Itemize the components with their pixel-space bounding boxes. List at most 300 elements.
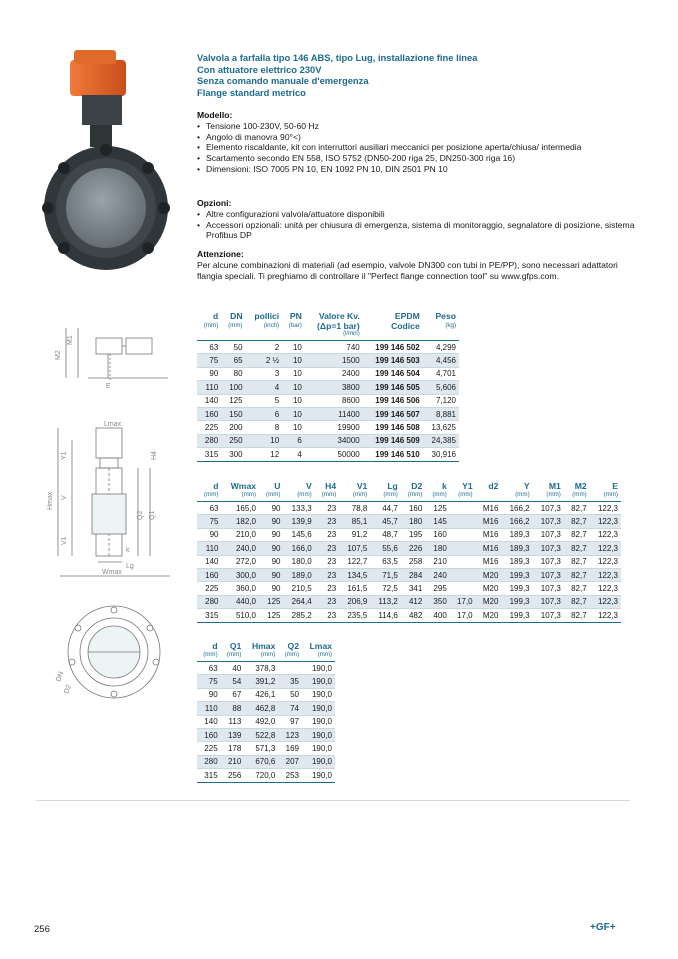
table1-cell: 225 <box>197 421 221 434</box>
table-row <box>197 354 459 367</box>
table2-cell: 90 <box>259 542 283 555</box>
table1-header: (Δp=1 bar) <box>317 321 360 331</box>
label-e: E <box>106 383 111 390</box>
table3-header: Hmax <box>251 641 276 651</box>
table2-unit: (mm) <box>546 491 561 498</box>
table2-header: M1 <box>548 481 561 491</box>
table2-cell <box>450 555 476 568</box>
table2-cell: 133,3 <box>283 502 314 515</box>
table2-header: V1 <box>356 481 368 491</box>
table2-cell: 180,0 <box>283 555 314 568</box>
table2-cell: 210 <box>425 555 449 568</box>
table-row <box>197 582 621 595</box>
table1-cell: 5,606 <box>423 381 459 394</box>
table2-cell: 139,9 <box>283 515 314 528</box>
table1-unit: (mm) <box>203 322 219 329</box>
table2-cell: 85,1 <box>339 515 370 528</box>
table3-cell: 280 <box>197 755 221 768</box>
table2-cell: M16 <box>476 502 502 515</box>
table2-cell: 180 <box>401 515 425 528</box>
table1-cell: 199 146 502 <box>363 341 423 354</box>
table2-cell <box>450 502 476 515</box>
table1-cell: 199 146 504 <box>363 367 423 380</box>
modello-title: Modello: <box>197 110 233 120</box>
table-dimensions-2 <box>197 481 621 623</box>
table1-header: Codice <box>391 321 420 331</box>
opzioni-item: • Accessori opzionali: unità per chiusura di emergenza, sistema di monitoraggio, segnalatore di posizione, sistema Profibus DP <box>197 220 637 242</box>
table2-cell: 78,8 <box>339 502 370 515</box>
table2-cell: 55,6 <box>370 542 400 555</box>
table2-header: V <box>305 481 312 491</box>
table-row <box>197 448 459 461</box>
table2-unit: (mm) <box>297 491 312 498</box>
table2-cell: 107,3 <box>533 528 564 541</box>
table2-header: H4 <box>325 481 337 491</box>
table-row <box>197 381 459 394</box>
table2-cell: 166,2 <box>501 515 532 528</box>
table2-header: D2 <box>411 481 423 491</box>
table3-header-row <box>197 641 335 651</box>
table2-cell: 107,3 <box>533 595 564 608</box>
modello-section <box>197 110 637 175</box>
table2-unit: (mm) <box>515 491 530 498</box>
table2-cell: 122,3 <box>590 528 621 541</box>
table2-cell: 482 <box>401 609 425 622</box>
table1-cell: 63 <box>197 341 221 354</box>
table-row <box>197 528 621 541</box>
heading-line: Valvola a farfalla tipo 146 ABS, tipo Lug, installazione fine linea <box>197 52 478 63</box>
table3-cell: 207 <box>278 755 302 768</box>
table2-unit <box>476 491 502 502</box>
table2-unit: (mm) <box>321 491 337 498</box>
table3-cell: 67 <box>221 688 245 701</box>
table1-cell: 4,701 <box>423 367 459 380</box>
table-row <box>197 555 621 568</box>
table2-cell: 240 <box>425 568 449 581</box>
table2-cell: 199,3 <box>501 595 532 608</box>
table1-cell: 24,385 <box>423 434 459 447</box>
table2-header: k <box>442 481 447 491</box>
table2-cell: 140 <box>197 555 221 568</box>
table1-cell: 80 <box>221 367 245 380</box>
table1-cell: 6 <box>282 434 305 447</box>
table2-cell: 17,0 <box>450 609 476 622</box>
table-row <box>197 609 621 622</box>
table1-cell: 7,120 <box>423 394 459 407</box>
table3-cell: 522,8 <box>244 728 278 741</box>
table2-cell: 160 <box>197 568 221 581</box>
label-v1: V1 <box>61 536 68 545</box>
table2-cell: 122,3 <box>590 502 621 515</box>
table3-cell: 462,8 <box>244 702 278 715</box>
table3-cell: 178 <box>221 742 245 755</box>
table-row <box>197 502 621 515</box>
heading-line: Senza comando manuale d'emergenza <box>197 75 369 87</box>
table1-cell: 2400 <box>305 367 363 380</box>
table2-cell: 71,5 <box>370 568 400 581</box>
label-m1: M1 <box>67 335 74 345</box>
table2-cell: 90 <box>259 555 283 568</box>
table3-cell: 139 <box>221 728 245 741</box>
table1-cell: 10 <box>282 381 305 394</box>
table2-cell: 360,0 <box>221 582 259 595</box>
table2-cell: 82,7 <box>564 568 590 581</box>
table2-cell: 107,3 <box>533 542 564 555</box>
table2-cell: 264,4 <box>283 595 314 608</box>
table2-cell: 225 <box>197 582 221 595</box>
table1-cell: 199 146 508 <box>363 421 423 434</box>
table3-cell: 63 <box>197 662 221 675</box>
table2-cell: M16 <box>476 528 502 541</box>
table1-unit: (kg) <box>445 322 456 329</box>
table2-cell: 90 <box>259 582 283 595</box>
table3-cell: 169 <box>278 742 302 755</box>
table2-header: M2 <box>574 481 587 491</box>
table-row <box>197 595 621 608</box>
table2-cell: 107,3 <box>533 515 564 528</box>
table2-cell: 44,7 <box>370 502 400 515</box>
table2-cell: M20 <box>476 568 502 581</box>
table2-cell: 91,2 <box>339 528 370 541</box>
table3-cell: 391,2 <box>244 675 278 688</box>
table3-unit: (mm) <box>203 651 218 658</box>
table2-cell: 23 <box>315 542 339 555</box>
table3-cell: 54 <box>221 675 245 688</box>
table-row <box>197 675 335 688</box>
table1-cell: 11400 <box>305 407 363 420</box>
table3-cell: 88 <box>221 702 245 715</box>
table3-cell: 253 <box>278 769 302 782</box>
label-h4: H4 <box>151 451 158 460</box>
table2-cell: 510,0 <box>221 609 259 622</box>
table2-cell: 189,3 <box>501 542 532 555</box>
table1-cell: 10 <box>246 434 283 447</box>
table3-cell: 315 <box>197 769 221 782</box>
label-m2: M2 <box>55 350 62 360</box>
product-heading <box>197 52 637 98</box>
table2-unit: (mm) <box>241 491 256 498</box>
table1-cell: 10 <box>282 341 305 354</box>
table2-cell <box>450 568 476 581</box>
table3-cell: 190,0 <box>302 675 335 688</box>
table3-cell: 190,0 <box>302 728 335 741</box>
table2-cell: 122,3 <box>590 595 621 608</box>
table2-cell: M16 <box>476 555 502 568</box>
label-wmax: Wmax <box>102 569 122 576</box>
table2-cell: 23 <box>315 515 339 528</box>
table-row <box>197 542 621 555</box>
table2-unit: (mm) <box>204 491 219 498</box>
table3-cell: 190,0 <box>302 755 335 768</box>
label-d2: D2 <box>63 683 73 695</box>
table2-cell: 122,3 <box>590 582 621 595</box>
table2-unit: (mm) <box>458 491 473 498</box>
table2-cell: M16 <box>476 515 502 528</box>
table2-cell: 341 <box>401 582 425 595</box>
table1-cell: 10 <box>282 421 305 434</box>
table1-cell: 10 <box>282 394 305 407</box>
table-row <box>197 742 335 755</box>
table1-header: Peso <box>435 311 456 321</box>
heading-line: Con attuatore elettrico 230V <box>197 63 322 75</box>
table3-header: Lmax <box>309 641 332 651</box>
table3-cell: 190,0 <box>302 662 335 675</box>
table1-cell: 1500 <box>305 354 363 367</box>
table3-unit: (mm) <box>226 651 242 658</box>
table3-cell: 40 <box>221 662 245 675</box>
opzioni-item: • Altre configurazioni valvola/attuatore disponibili <box>197 209 637 220</box>
table2-unit: (mm) <box>407 491 423 498</box>
table3-unit: (mm) <box>260 651 276 658</box>
attenzione-title: Attenzione: <box>197 249 244 259</box>
table1-cell: 12 <box>246 448 283 461</box>
table2-cell: 114,6 <box>370 609 400 622</box>
table2-cell: 113,2 <box>370 595 400 608</box>
table-row <box>197 769 335 782</box>
table2-cell: 206,9 <box>339 595 370 608</box>
table3-cell: 190,0 <box>302 742 335 755</box>
table2-cell <box>450 515 476 528</box>
table2-cell: M20 <box>476 595 502 608</box>
opzioni-section <box>197 198 637 241</box>
table2-cell: 75 <box>197 515 221 528</box>
table1-cell: 250 <box>221 434 245 447</box>
table2-cell: 90 <box>259 568 283 581</box>
table3-cell: 256 <box>221 769 245 782</box>
table1-cell: 4 <box>246 381 283 394</box>
table1-header: Valore Kv. <box>318 311 360 321</box>
table1-cell: 8 <box>246 421 283 434</box>
table3-cell: 190,0 <box>302 688 335 701</box>
table1-cell: 740 <box>305 341 363 354</box>
table2-cell: 90 <box>259 515 283 528</box>
table2-cell: 23 <box>315 555 339 568</box>
table2-cell: 295 <box>425 582 449 595</box>
table1-cell: 315 <box>197 448 221 461</box>
table3-cell: 97 <box>278 715 302 728</box>
table1-cell: 90 <box>197 367 221 380</box>
table2-cell: 210,5 <box>283 582 314 595</box>
table2-header: E <box>612 481 618 491</box>
table2-cell: 122,3 <box>590 568 621 581</box>
table3-cell: 75 <box>197 675 221 688</box>
table2-cell: 23 <box>315 528 339 541</box>
table-row <box>197 702 335 715</box>
label-q1: Q1 <box>149 510 156 520</box>
table3-cell: 190,0 <box>302 769 335 782</box>
table2-cell: 122,3 <box>590 515 621 528</box>
table1-header: d <box>213 311 219 321</box>
table1-cell: 6 <box>246 407 283 420</box>
table3-cell: 670,6 <box>244 755 278 768</box>
table2-header: Y <box>523 481 530 491</box>
table1-cell: 34000 <box>305 434 363 447</box>
table-row <box>197 728 335 741</box>
table2-unit-row <box>197 491 621 502</box>
modello-item: • Scartamento secondo EN 558, ISO 5752 (DN50-200 riga 25, DN250-300 riga 16) <box>197 153 637 164</box>
table3-cell: 426,1 <box>244 688 278 701</box>
table-row <box>197 421 459 434</box>
table2-cell: 82,7 <box>564 515 590 528</box>
table2-cell: 166,0 <box>283 542 314 555</box>
table1-unit: (inch) <box>263 322 280 329</box>
table2-cell: 284 <box>401 568 425 581</box>
table2-cell: 165,0 <box>221 502 259 515</box>
table2-cell: 82,7 <box>564 582 590 595</box>
table2-cell: 90 <box>197 528 221 541</box>
table3-cell <box>278 662 302 675</box>
table1-cell: 13,625 <box>423 421 459 434</box>
table3-unit: (mm) <box>284 651 300 658</box>
table2-cell: 72,5 <box>370 582 400 595</box>
table2-cell: 189,3 <box>501 555 532 568</box>
table2-cell: 235,5 <box>339 609 370 622</box>
table1-cell: 140 <box>197 394 221 407</box>
table2-cell: 189,3 <box>501 528 532 541</box>
label-dn: DN <box>55 670 66 683</box>
table2-cell: 122,3 <box>590 555 621 568</box>
table2-cell: 23 <box>315 582 339 595</box>
table2-cell: 48,7 <box>370 528 400 541</box>
table2-cell: 122,7 <box>339 555 370 568</box>
table2-cell: 63 <box>197 502 221 515</box>
table1-cell: 4 <box>282 448 305 461</box>
table2-cell: 125 <box>425 502 449 515</box>
table3-cell: 571,3 <box>244 742 278 755</box>
table2-cell: 440,0 <box>221 595 259 608</box>
table1-cell: 3800 <box>305 381 363 394</box>
table1-unit: (mm) <box>228 322 243 329</box>
table1-cell: 50 <box>221 341 245 354</box>
label-lmax: Lmax <box>104 421 122 428</box>
table2-cell: 240,0 <box>221 542 259 555</box>
modello-item: • Dimensioni: ISO 7005 PN 10, EN 1092 PN 10, DIN 2501 PN 10 <box>197 164 637 175</box>
table2-cell: 107,3 <box>533 568 564 581</box>
table2-cell: 199,3 <box>501 582 532 595</box>
table1-cell: 199 146 505 <box>363 381 423 394</box>
label-k: k <box>126 547 130 554</box>
heading-line: Flange standard metrico <box>197 86 306 98</box>
table3-unit: (mm) <box>317 651 332 658</box>
table2-header: U <box>274 481 281 491</box>
table2-cell: 107,3 <box>533 582 564 595</box>
table1-cell: 2 ½ <box>246 354 283 367</box>
section-view-drawing <box>38 420 178 570</box>
table2-cell: M20 <box>476 609 502 622</box>
table2-cell: 107,3 <box>533 555 564 568</box>
table3-cell: 35 <box>278 675 302 688</box>
table2-header: Wmax <box>230 481 256 491</box>
table2-cell: 45,7 <box>370 515 400 528</box>
table1-cell: 280 <box>197 434 221 447</box>
product-image <box>30 40 190 270</box>
table2-cell: 90 <box>259 502 283 515</box>
table3-cell: 113 <box>221 715 245 728</box>
table2-header: d <box>213 481 219 491</box>
table2-cell: 122,3 <box>590 542 621 555</box>
table1-cell: 4,456 <box>423 354 459 367</box>
table2-unit: (mm) <box>383 491 398 498</box>
table2-cell <box>450 582 476 595</box>
table2-cell: 315 <box>197 609 221 622</box>
table3-cell: 720,0 <box>244 769 278 782</box>
label-q2: Q2 <box>137 510 144 520</box>
table2-cell: 82,7 <box>564 609 590 622</box>
table-row <box>197 662 335 675</box>
table-row <box>197 515 621 528</box>
table3-unit-row <box>197 651 335 662</box>
table1-cell: 10 <box>282 354 305 367</box>
table-dimensions-3 <box>197 641 335 783</box>
table1-cell: 65 <box>221 354 245 367</box>
table1-header: pollici <box>254 311 280 321</box>
label-hmax: Hmax <box>47 491 54 510</box>
attenzione-section <box>197 249 637 281</box>
table2-cell <box>450 542 476 555</box>
table1-cell: 5 <box>246 394 283 407</box>
table1-cell: 199 146 503 <box>363 354 423 367</box>
table-row <box>197 568 621 581</box>
table2-cell: 160 <box>425 528 449 541</box>
table3-cell: 210 <box>221 755 245 768</box>
table2-cell: 412 <box>401 595 425 608</box>
table3-body <box>197 662 335 783</box>
table3-cell: 190,0 <box>302 702 335 715</box>
table2-header: d2 <box>488 481 499 491</box>
label-y1: Y1 <box>61 451 68 460</box>
table1-cell: 50000 <box>305 448 363 461</box>
table3-header: d <box>212 641 218 651</box>
table2-cell: 195 <box>401 528 425 541</box>
table2-cell: 82,7 <box>564 595 590 608</box>
table1-header-row-2 <box>197 321 459 331</box>
table1-cell: 200 <box>221 421 245 434</box>
table-row <box>197 367 459 380</box>
table2-cell: 23 <box>315 609 339 622</box>
table2-cell: 82,7 <box>564 555 590 568</box>
table1-cell: 8600 <box>305 394 363 407</box>
table2-cell: 160 <box>401 502 425 515</box>
table3-cell: 140 <box>197 715 221 728</box>
table2-cell: 300,0 <box>221 568 259 581</box>
table2-header: Y1 <box>462 481 473 491</box>
table2-cell: M16 <box>476 542 502 555</box>
table2-cell: 134,5 <box>339 568 370 581</box>
table2-unit: (mm) <box>572 491 587 498</box>
modello-item: • Tensione 100-230V, 50-60 Hz <box>197 121 637 132</box>
table2-cell: 166,2 <box>501 502 532 515</box>
table1-cell: 110 <box>197 381 221 394</box>
table2-cell: 107,5 <box>339 542 370 555</box>
table3-header: Q1 <box>229 641 242 651</box>
table2-unit: (mm) <box>432 491 447 498</box>
table2-cell: 63,5 <box>370 555 400 568</box>
table1-unit: (l/min) <box>343 331 360 337</box>
table1-unit-row <box>197 331 459 341</box>
table-row <box>197 755 335 768</box>
table-row <box>197 341 459 354</box>
table1-cell: 150 <box>221 407 245 420</box>
table2-cell: 182,0 <box>221 515 259 528</box>
front-view-drawing <box>52 566 178 706</box>
table2-cell: 145 <box>425 515 449 528</box>
table2-header: Lg <box>387 481 398 491</box>
table3-cell: 123 <box>278 728 302 741</box>
table-row <box>197 688 335 701</box>
table1-cell: 2 <box>246 341 283 354</box>
table2-cell: 258 <box>401 555 425 568</box>
table1-header: PN <box>289 311 302 321</box>
